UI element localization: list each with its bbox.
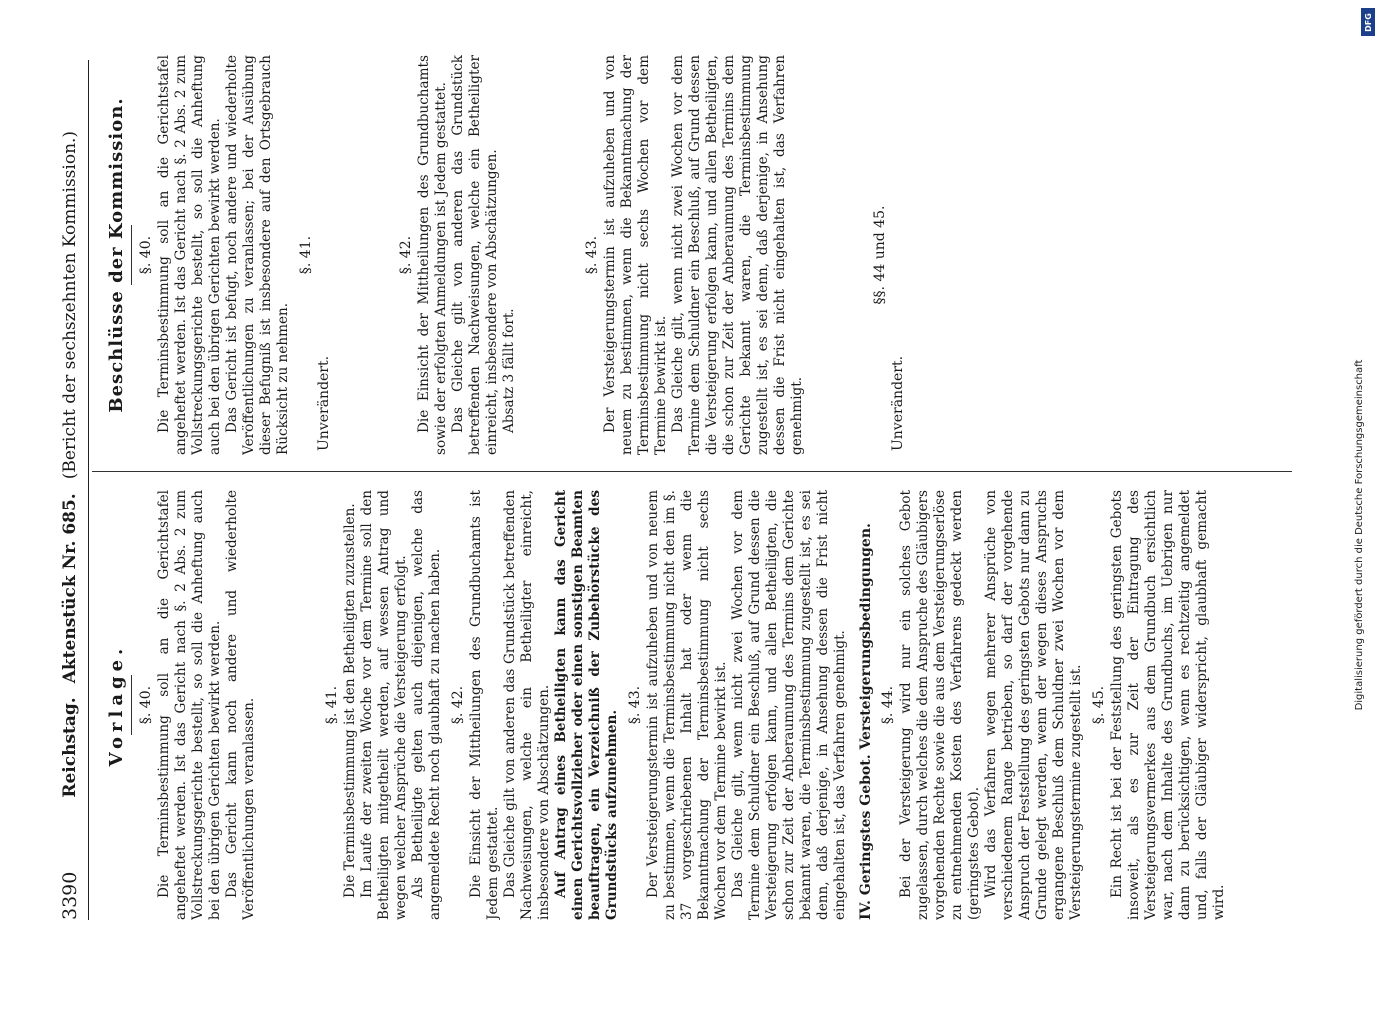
unchanged-note: Unverändert. [889,355,906,451]
spacer [258,490,318,920]
section-heading-43: §. 43. [626,685,643,725]
paragraph: Das Gleiche gilt, wenn nicht zwei Wochen vor dem Termine dem Schuldner ein Beschluß, auf Grund dessen die Versteigerung erfolgen kann, und allen Betheiligten, die schon zur Zeit der Anberaumung des Termins dem Gerichte bekannt waren, die Terminsbestimmung zugestellt ist, es sei denn, daß derjenige, in Ansehung dessen die Frist nicht eingehalten ist, das Verfahren genehmigt. [729,490,848,920]
paragraph: Der Versteigerungstermin ist aufzuheben und von neuem zu bestimmen, wenn die Terminsbestimmung nicht den im §. 37 vorgeschriebenen Inhalt hat oder wenn die Bekanntmachung der Terminsbestimmung nicht sechs Wochen vor dem Termine bewirkt ist. [644,490,729,920]
section-heading-44: §. 44. [880,685,897,725]
running-head-right: (Bericht der sechszehnten Kommission.) [60,130,80,480]
paragraph: Im Laufe der zweiten Woche vor dem Termine soll den Betheiligten mitgetheilt werden, auf wessen Antrag und wegen welcher Ansprüche die Versteigerung erfolgt. [358,490,409,920]
paragraph-bold: Auf Antrag eines Betheiligten kann das Gericht einen Gerichtsvollzieher oder einen sonstigen Beamten beauftragen, ein Verzeichniß der Zubehörstücke des Grundstücks aufzunehmen. [552,490,620,920]
section-heading-42: §. 42. [397,235,414,275]
section-heading-41: §. 41. [297,235,314,275]
running-head [50,60,90,920]
title-rule [131,225,132,285]
header-rule [88,60,89,920]
column-beschluesse [100,55,1300,455]
column-vorlage [100,490,1300,920]
unchanged-note: Unverändert. [315,355,332,451]
paragraph: Das Gericht ist befugt, noch andere und wiederholte Veröffentlichungen zu veranlassen; bei der Ausübung dieser Befugniß ist insbesondere auf den Ortsgebrauch Rücksicht zu nehmen. [223,55,291,455]
paragraph: Bei der Versteigerung wird nur ein solches Gebot zugelassen, durch welches die dem Anspruche des Gläubigers vorgehenden Rechte sowie die aus dem Versteigerungserlöse zu entnehmenden Kosten des Verfahrens gedeckt werden (geringstes Gebot). [898,490,983,920]
part-heading-iv: IV. Geringstes Gebot. Versteigerungsbedingungen. [858,523,875,920]
paragraph: Das Gleiche gilt, wenn nicht zwei Wochen vor dem Termine dem Schuldner ein Beschluß, auf Grund dessen die Versteigerung erfolgen kann, und allen Betheiligten, die schon zur Zeit der Anberaumung des Termins dem Gerichte bekannt waren, die Terminsbestimmung zugestellt ist, es sei denn, daß derjenige, in Ansehung dessen die Frist nicht eingehalten ist, das Verfahren genehmigt. [669,55,805,455]
section-heading-41: §. 41. [323,685,340,725]
title-rule [131,675,132,735]
paragraph: Die Terminsbestimmung soll an die Gerichtstafel angeheftet werden. Ist das Gericht nach §. 2 Abs. 2 zum Vollstreckungsgerichte bestellt, so soll die Anheftung auch bei den übrigen Gerichten bewirkt werden. [156,490,223,920]
paragraph: Als Betheiligte gelten auch diejenigen, welche das angemeldete Recht noch glaubhaft zu machen haben. [409,490,443,920]
paragraph: Wird das Verfahren wegen mehrerer Ansprüche von verschiedenem Range betrieben, so darf der vorgehende Anspruch der Feststellung des geringsten Gebots nur dann zu Grunde gelegt werden, wenn der wegen dieses Anspruchs ergangene Beschluß dem Schuldner zwei Wochen vor dem Versteigerungstermine zugestellt ist. [983,490,1085,920]
dfg-logo: DFG [1361,8,1375,36]
column-title-vorlage: Vorlage. [106,643,127,767]
section-heading-40: §. 40. [138,685,154,725]
paragraph: Die Terminsbestimmung ist den Betheiligten zuzustellen. [341,503,358,898]
section-heading-40: §. 40. [138,235,154,275]
paragraph: Das Gleiche gilt von anderen das Grundstück betreffenden Nachweisungen, welche ein Betheiligter einreicht, insbesondere von Abschätzungen. [501,490,552,920]
column-divider [92,471,1292,472]
dfg-credit-text: Digitalisierung gefördert durch die Deutsche Forschungsgemeinschaft [1354,359,1365,711]
paragraph: Absatz 3 fällt fort. [500,308,517,433]
section-heading-43: §. 43. [583,235,600,275]
section-heading-44-45: §§. 44 und 45. [871,205,888,305]
paragraph: Das Gleiche gilt von anderen das Grundstück betreffenden Nachweisungen, welche ein Betheiligter einreicht, insbesondere von Abschätzungen. [449,55,500,455]
spacer [332,55,392,455]
paragraph: Die Einsicht der Mittheilungen des Grundbuchamts ist Jedem gestattet. [467,490,501,920]
running-head-middle: Aktenstück Nr. 685. [60,493,80,684]
spacer [806,55,866,455]
section-heading-45: §. 45. [1091,685,1108,725]
section-heading-42: §. 42. [449,685,466,725]
paragraph: Die Einsicht der Mittheilungen des Grundbuchamts sowie der erfolgten Anmeldungen ist Jedem gestattet. [415,55,449,455]
dfg-credit [1354,8,1377,988]
paragraph: Der Versteigerungstermin ist aufzuheben und von neuem zu bestimmen, wenn die Bekanntmachung der Terminsbestimmung nicht sechs Wochen vor dem Termine bewirkt ist. [601,55,669,455]
paragraph: Die Terminsbestimmung soll an die Gerichtstafel angeheftet werden. Ist das Gericht nach §. 2 Abs. 2 zum Vollstreckungsgerichte bestellt, so soll die Anheftung auch bei den übrigen Gerichten bewirkt werden. [156,55,223,455]
page-number: 3390 [59,871,81,920]
column-title-beschluesse: Beschlüsse der Kommission. [106,97,127,413]
spacer [518,55,578,455]
paragraph: Das Gericht kann noch andere und wiederholte Veröffentlichungen veranlassen. [223,490,257,920]
paragraph: Ein Recht ist bei der Feststellung des geringsten Gebots insoweit, als es zur Zeit der Eintragung des Versteigerungsvermerkes aus dem Grundbuch ersichtlich war, nach dem Inhalte des Grundbuchs, im Uebrigen nur dann zu berücksichtigen, wenn es rechtzeitig angemeldet und, falls der Gläubiger widerspricht, glaubhaft gemacht wird. [1109,490,1228,920]
running-head-left: Reichstag. [60,697,80,798]
